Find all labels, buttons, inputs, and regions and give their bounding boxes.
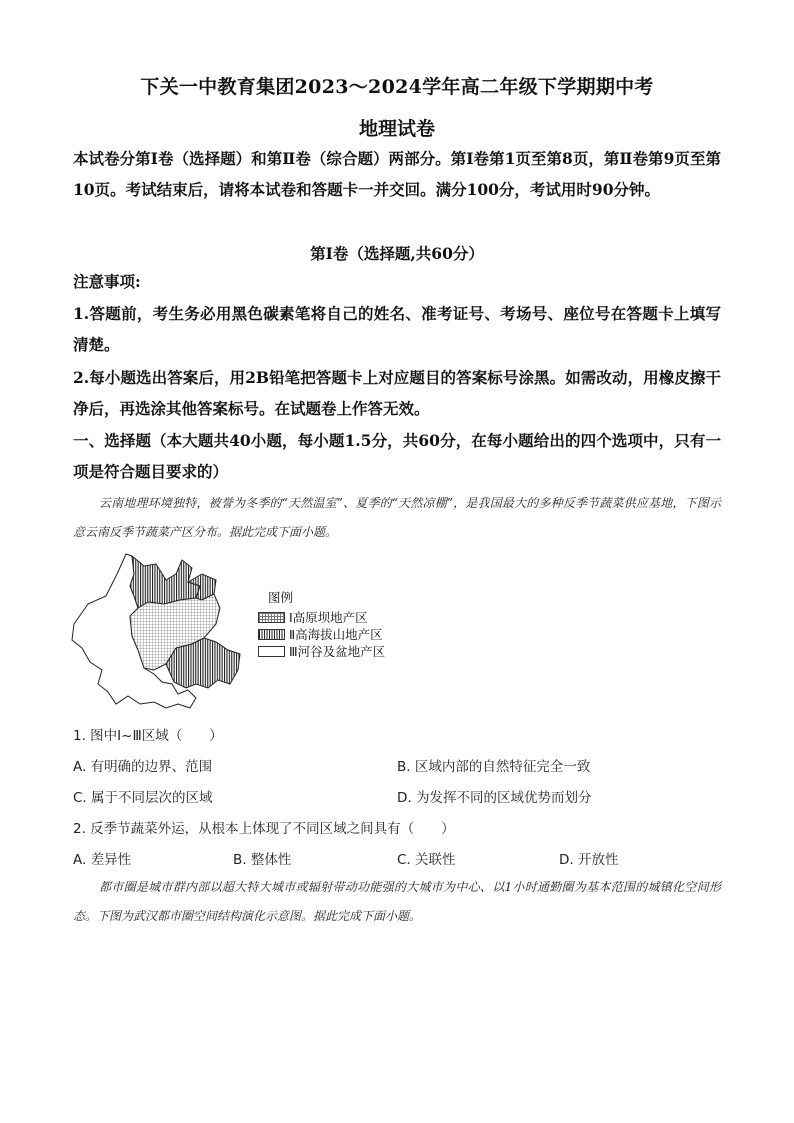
question-1-stem: 1. 图中Ⅰ~Ⅲ区域（ ） bbox=[73, 728, 223, 744]
note-item-2: 2.每小题选出答案后，用2B铅笔把答题卡上对应题目的答案标号涂黑。如需改动，用橡皮擦干净后，再选涂其他答案标号。在试题卷上作答无效。 bbox=[73, 368, 721, 418]
question-1-option-a: A. 有明确的边界、范围 bbox=[73, 759, 213, 775]
passage-2: 都市圈是城市群内部以超大特大城市或辐射带动功能强的大城市为中心、以1小时通勤圈为基本范围的城镇化空间形态。下图为武汉都市圈空间结构演化示意图。据此完成下面小题。 bbox=[73, 880, 721, 923]
legend-label: Ⅰ高原坝地产区 bbox=[289, 610, 368, 625]
question-1-option-d: D. 为发挥不同的区域优势而划分 bbox=[397, 790, 592, 806]
legend-item-iii bbox=[258, 643, 385, 659]
exam-subtitle: 地理试卷 bbox=[358, 118, 435, 140]
legend-item-ii bbox=[258, 626, 383, 642]
question-2-option-c: C. 关联性 bbox=[397, 852, 456, 868]
section-title: 第Ⅰ卷（选择题,共60分） bbox=[310, 244, 484, 263]
exam-title: 下关一中教育集团2023～2024学年高二年级下学期期中考 bbox=[140, 76, 654, 98]
legend-title: 图例 bbox=[268, 590, 294, 605]
question-1-option-b: B. 区域内部的自然特征完全一致 bbox=[397, 759, 591, 775]
exam-instructions: 本试卷分第Ⅰ卷（选择题）和第Ⅱ卷（综合题）两部分。第Ⅰ卷第1页至第8页，第Ⅱ卷第9页至第10页。考试结束后，请将本试卷和答题卡一并交回。满分100分，考试用时90分钟。 bbox=[73, 149, 721, 199]
legend-item-i bbox=[258, 609, 368, 625]
legend-label: Ⅱ高海拔山地产区 bbox=[289, 627, 383, 642]
question-2-option-d: D. 开放性 bbox=[559, 852, 619, 868]
question-2-stem: 2. 反季节蔬菜外运，从根本上体现了不同区域之间具有（ ） bbox=[73, 821, 455, 837]
question-1-option-c: C. 属于不同层次的区域 bbox=[73, 790, 213, 806]
grid-pattern-swatch bbox=[258, 612, 285, 623]
question-2-option-b: B. 整体性 bbox=[233, 852, 292, 868]
passage-1: 云南地理环境独特，被誉为冬季的“天然温室”、夏季的“天然凉棚”，是我国最大的多种反季节蔬菜供应基地，下图示意云南反季节蔬菜产区分布。据此完成下面小题。 bbox=[73, 496, 721, 539]
notes-title: 注意事项: bbox=[73, 272, 141, 291]
blank-swatch bbox=[258, 646, 285, 657]
vertical-lines-swatch bbox=[258, 629, 285, 640]
question-2-option-a: A. 差异性 bbox=[73, 852, 132, 868]
yunnan-map bbox=[68, 552, 253, 712]
legend-label: Ⅲ河谷及盆地产区 bbox=[289, 644, 386, 659]
part-one-heading: 一、选择题（本大题共40小题，每小题1.5分，共60分，在每小题给出的四个选项中，只有一项是符合题目要求的） bbox=[73, 431, 721, 481]
note-item-1: 1.答题前，考生务必用黑色碳素笔将自己的姓名、准考证号、考场号、座位号在答题卡上填写清楚。 bbox=[73, 304, 721, 354]
